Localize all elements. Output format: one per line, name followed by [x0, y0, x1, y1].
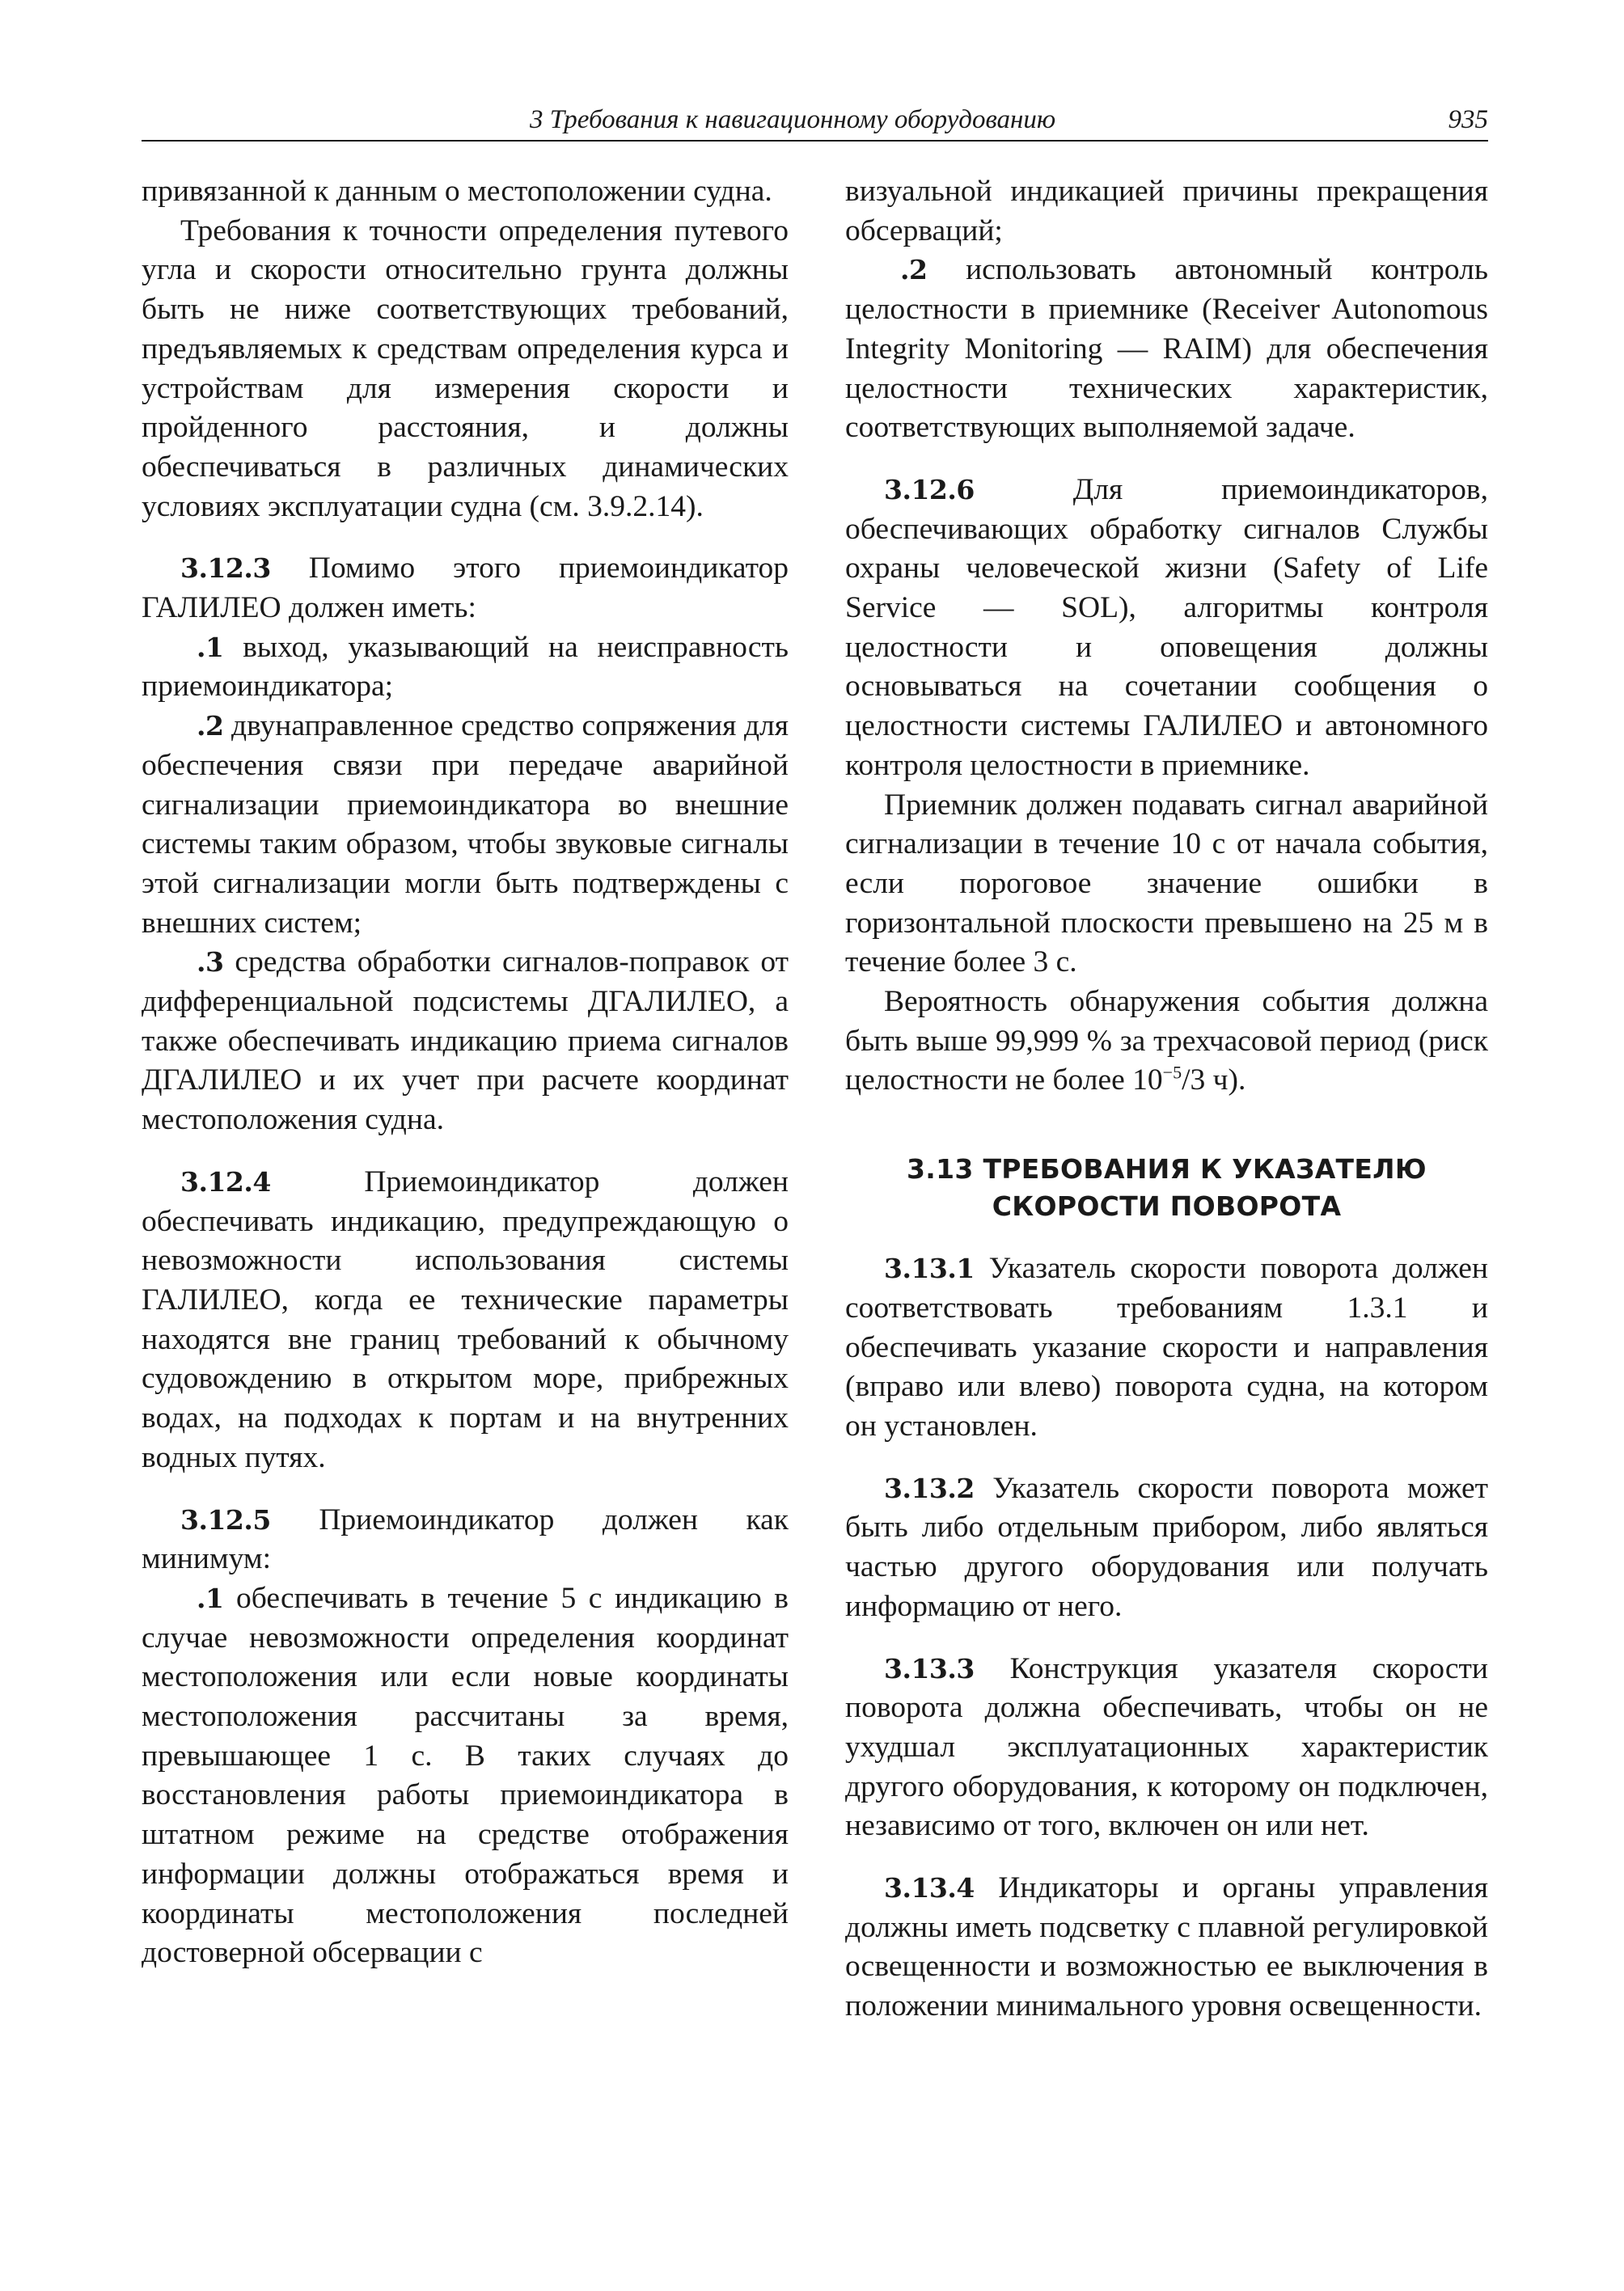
item-number: .1 — [197, 631, 224, 663]
list-item — [142, 943, 789, 1140]
clause-text: Конструкция указателя скорости поворота должна обеспечивать, чтобы он не ухудшал эксплуатационных характеристик другого оборудования, к которому он подключен, независимо от того, включен он или нет. — [845, 1651, 1488, 1843]
clause-3-12-5 — [142, 1501, 789, 1579]
exponent: −5 — [1162, 1062, 1182, 1083]
clause-number: 3.13.4 — [884, 1872, 975, 1904]
list-item — [142, 707, 789, 943]
list-item — [142, 628, 789, 707]
left-column — [142, 172, 789, 1973]
item-text: средства обработки сигналов-поправок от дифференциальной подсистемы ДГАЛИЛЕО, а также обеспечивать индикацию приема сигналов ДГАЛИЛЕО и их учет при расчете координат местоположения судна. — [142, 945, 789, 1137]
item-number: .2 — [900, 254, 928, 286]
clause-number: 3.12.5 — [180, 1503, 271, 1536]
clause-number: 3.13.3 — [884, 1652, 975, 1684]
item-number: .1 — [197, 1582, 224, 1614]
item-text: использовать автономный контроль целостности в приемнике (Receiver Autonomous Integrity Monitoring — RAIM) для обеспечения целостности технических характеристик, соответствующих выполняемой задаче. — [845, 253, 1488, 445]
probability-text-end: /3 ч). — [1182, 1063, 1246, 1097]
running-header — [142, 101, 1488, 142]
section-heading-3-13 — [845, 1151, 1488, 1225]
page-number: 935 — [1448, 105, 1488, 134]
clause-number: 3.12.4 — [180, 1165, 271, 1198]
clause-number: 3.12.6 — [884, 473, 975, 505]
clause-text: Указатель скорости поворота может быть либо отдельным прибором, либо являться частью другого оборудования или получать информацию от него. — [845, 1471, 1489, 1623]
paragraph — [845, 983, 1488, 1101]
clause-number: 3.13.2 — [884, 1472, 975, 1504]
paragraph: Требования к точности определения путевого угла и скорости относительно грунта должны быть не ниже соответствующих требований, предъявляемых к средствам определения курса и устройствам для измерения скорости и пройденного расстояния, и должны обеспечиваться в различных динамических условиях эксплуатации судна (см. 3.9.2.14). — [142, 213, 789, 523]
paragraph: Приемник должен подавать сигнал аварийной сигнализации в течение 10 с от начала события, если пороговое значение ошибки в горизонтальной плоскости превышено на 25 м в течение более 3 с. — [845, 788, 1488, 979]
clause-number: 3.12.3 — [180, 552, 271, 585]
item-text: двунаправленное средство сопряжения для обеспечения связи при передаче аварийной сигнализации приемоиндикатора во внешние системы таким образом, чтобы звуковые сигналы этой сигнализации могли быть подтверждены с внешних систем; — [142, 709, 789, 940]
item-text: выход, указывающий на неисправность приемоиндикатора; — [142, 630, 789, 704]
clause-text: Для приемоиндикаторов, обеспечивающих обработку сигналов Службы охраны человеческой жизни (Safety of Life Service — SOL), алгоритмы контроля целостности и оповещения должны основываться на сочетании сообщения о целостности системы ГАЛИЛЕО и автономного контроля целостности в приемнике. — [845, 472, 1488, 782]
clause-3-13-2 — [845, 1469, 1488, 1627]
list-item — [142, 1579, 789, 1973]
clause-3-12-6 — [845, 471, 1488, 786]
right-column — [845, 172, 1488, 2027]
clause-text: Приемоиндикатор должен как минимум: — [142, 1503, 789, 1576]
list-item — [845, 251, 1488, 448]
item-number: .3 — [197, 946, 224, 979]
clause-3-13-1 — [845, 1249, 1488, 1447]
paragraph: визуальной индикацией причины прекращения обсерваций; — [845, 175, 1488, 247]
clause-text: Индикаторы и органы управления должны иметь подсветку с плавной регулировкой освещенности и возможностью ее выключения в положении минимального уровня освещенности. — [845, 1871, 1488, 2023]
clause-3-12-4 — [142, 1163, 789, 1478]
clause-3-13-3 — [845, 1650, 1488, 1847]
heading-line: 3.13 ТРЕБОВАНИЯ К УКАЗАТЕЛЮ — [907, 1153, 1427, 1186]
clause-text: Помимо этого приемоиндикатор ГАЛИЛЕО должен иметь: — [142, 552, 789, 625]
item-text: обеспечивать в течение 5 с индикацию в случае невозможности определения координат местоположения или если новые координаты местоположения рассчитаны за время, превышающее 1 с. В таких случаях до восстановления работы приемоиндикатора в штатном режиме на средстве отображения информации должны отображаться время и координаты местоположения последней достоверной обсервации с — [142, 1581, 789, 1970]
clause-text: Приемоиндикатор должен обеспечивать индикацию, предупреждающую о невозможности использования системы ГАЛИЛЕО, когда ее технические параметры находятся вне границ требований к обычному судовождению в открытом море, прибрежных водах, на подходах к портам и на внутренних водных путях. — [142, 1165, 789, 1474]
header-title: 3 Требования к навигационному оборудованию — [530, 105, 1056, 134]
clause-3-13-4 — [845, 1869, 1488, 2027]
clause-number: 3.13.1 — [884, 1253, 975, 1285]
paragraph: привязанной к данным о местоположении судна. — [142, 175, 772, 208]
probability-text: Вероятность обнаружения события должна быть выше 99,999 % за трехчасовой период (риск целостности не более 10 — [845, 985, 1488, 1097]
clause-text: Указатель скорости поворота должен соответствовать требованиям 1.3.1 и обеспечивать указание скорости и направления (вправо или влево) поворота судна, на котором он установлен. — [845, 1252, 1488, 1443]
clause-3-12-3 — [142, 549, 789, 628]
item-number: .2 — [197, 710, 224, 742]
heading-line: СКОРОСТИ ПОВОРОТА — [992, 1190, 1342, 1223]
